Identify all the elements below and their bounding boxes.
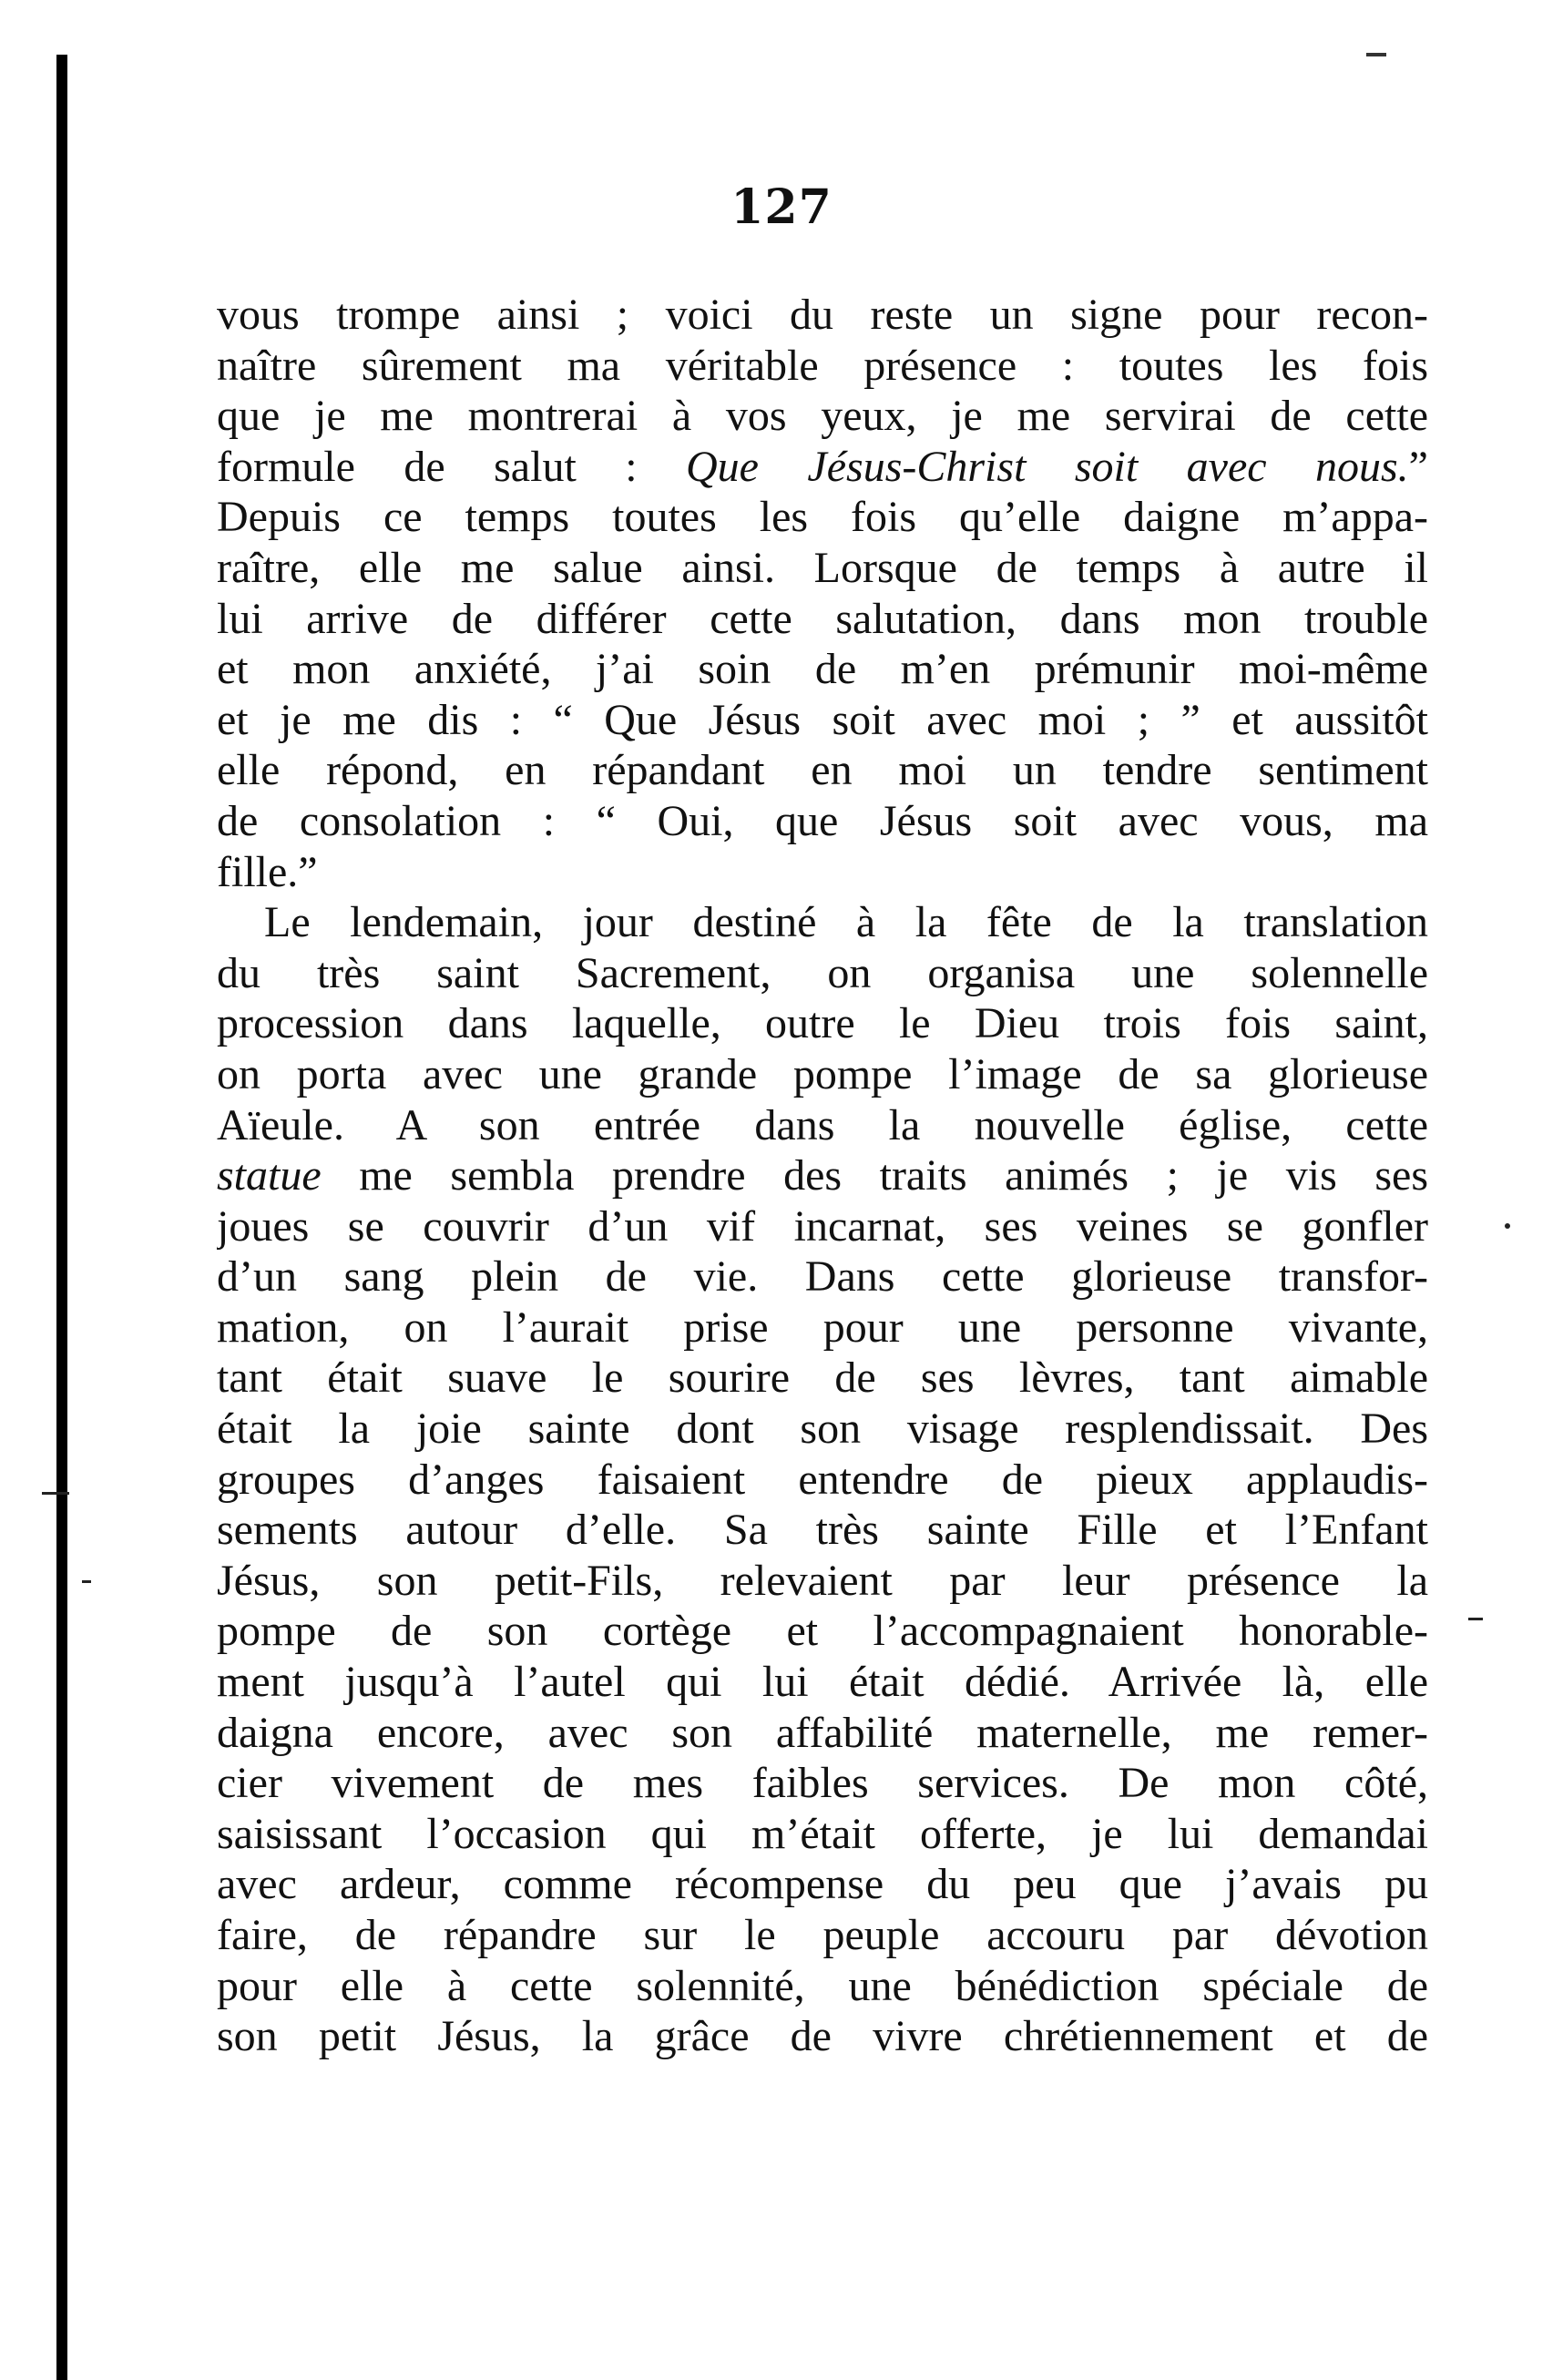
margin-tick [42,1492,69,1495]
text-run: du très saint Sacrement, on organisa une solennelle [217,948,1428,997]
text-run: pour elle à cette solennité, une bénédiction spéciale de [217,1961,1428,2010]
text-line [217,1505,1428,1556]
text-line [217,1809,1428,1860]
text-run: cier vivement de mes faibles services. De mon côté, [217,1759,1428,1808]
text-run: naître sûrement ma véritable présence : toutes les fois [217,341,1428,390]
text-line [217,1100,1428,1151]
text-line [217,1201,1428,1252]
text-run: avec ardeur, comme récompense du peu que j’avais pu [217,1860,1428,1909]
text-line [217,1251,1428,1302]
text-line [217,1657,1428,1708]
text-line [217,2011,1428,2062]
page-number: 127 [730,179,833,235]
text-run: groupes d’anges faisaient entendre de pieux applaudis- [217,1455,1428,1504]
text-run: on porta avec une grande pompe l’image de sa glorieuse [217,1049,1428,1098]
margin-dot [1505,1223,1510,1229]
text-line [217,1708,1428,1759]
italic-run: statue [217,1151,322,1200]
text-line [217,290,1428,341]
text-run: Depuis ce temps toutes les fois qu’elle daigne m’appa- [217,493,1428,542]
text-line [217,1455,1428,1506]
text-run: elle répond, en répandant en moi un tendre sentiment [217,746,1428,795]
text-run: Jésus, son petit-Fils, relevaient par leur présence la [217,1556,1428,1605]
text-run: et mon anxiété, j’ai soin de m’en prémunir moi-même [217,645,1428,694]
text-run: Aïeule. A son entrée dans la nouvelle église, cette [217,1100,1428,1149]
text-run: lui arrive de différer cette salutation, dans mon trouble [217,594,1428,643]
text-line [217,1353,1428,1404]
text-run: formule de salut : [217,442,686,491]
text-run: joues se couvrir d’un vif incarnat, ses veines se gonfler [217,1201,1428,1251]
text-run: tant était suave le sourire de ses lèvres, tant aimable [217,1353,1428,1403]
text-run: vous trompe ainsi ; voici du reste un signe pour recon- [217,291,1428,339]
text-line [217,1556,1428,1607]
text-run: faire, de répandre sur le peuple accouru par dévotion [217,1911,1428,1959]
text-run: son petit Jésus, la grâce de vivre chrétiennement et de [217,2012,1428,2061]
text-run: et je me dis : “ Que Jésus soit avec moi ; ” et aussitôt [217,695,1428,744]
text-run: était la joie sainte dont son visage resplendissait. Des [217,1405,1428,1454]
text-run: sements autour d’elle. Sa très sainte Fille et l’Enfant [217,1506,1428,1555]
text-run: saisissant l’occasion qui m’était offerte, je lui demandai [217,1809,1428,1858]
text-run: que je me montrerai à vos yeux, je me servirai de cette [217,392,1428,441]
text-run: de consolation : “ Oui, que Jésus soit avec vous, ma [217,796,1428,845]
text-run: raître, elle me salue ainsi. Lorsque de temps à autre il [217,543,1428,592]
text-line [217,1404,1428,1455]
text-line [217,1758,1428,1809]
italic-run: Que Jésus-Christ soit avec nous. [686,442,1409,491]
body-text [217,290,1428,2062]
text-line [217,1049,1428,1100]
binding-edge [56,55,67,2380]
text-line [217,644,1428,695]
text-line [217,1961,1428,2012]
text-line [217,1910,1428,1961]
text-line [217,948,1428,999]
text-line [217,543,1428,594]
text-run: ment jusqu’à l’autel qui lui était dédié. Arrivée là, elle [217,1658,1428,1707]
text-run: Le lendemain, jour destiné à la fête de la translation [264,898,1428,947]
text-run: pompe de son cortège et l’accompagnaient honorable- [217,1607,1428,1656]
text-line [217,796,1428,847]
text-line [217,1150,1428,1201]
text-line [217,341,1428,392]
text-line [217,847,1428,898]
text-line [217,998,1428,1049]
text-run: d’un sang plein de vie. Dans cette glorieuse transfor- [217,1252,1428,1302]
margin-tick [1468,1618,1483,1620]
text-run: mation, on l’aurait prise pour une personne vivante, [217,1302,1428,1352]
text-run: daigna encore, avec son affabilité maternelle, me remer- [217,1708,1428,1757]
margin-tick [82,1580,91,1583]
text-line [217,391,1428,442]
text-line [217,442,1428,493]
text-run: ” [1408,442,1428,491]
text-line [217,695,1428,746]
text-line [217,897,1428,948]
scan-mark [1366,53,1386,56]
text-line [217,594,1428,645]
text-run: me sembla prendre des traits animés ; je vis ses [321,1151,1428,1200]
text-line [217,1859,1428,1910]
text-run: fille.” [217,847,318,896]
text-line [217,1606,1428,1657]
text-line [217,492,1428,543]
text-line [217,745,1428,796]
text-line [217,1302,1428,1353]
text-run: procession dans laquelle, outre le Dieu trois fois saint, [217,999,1428,1048]
